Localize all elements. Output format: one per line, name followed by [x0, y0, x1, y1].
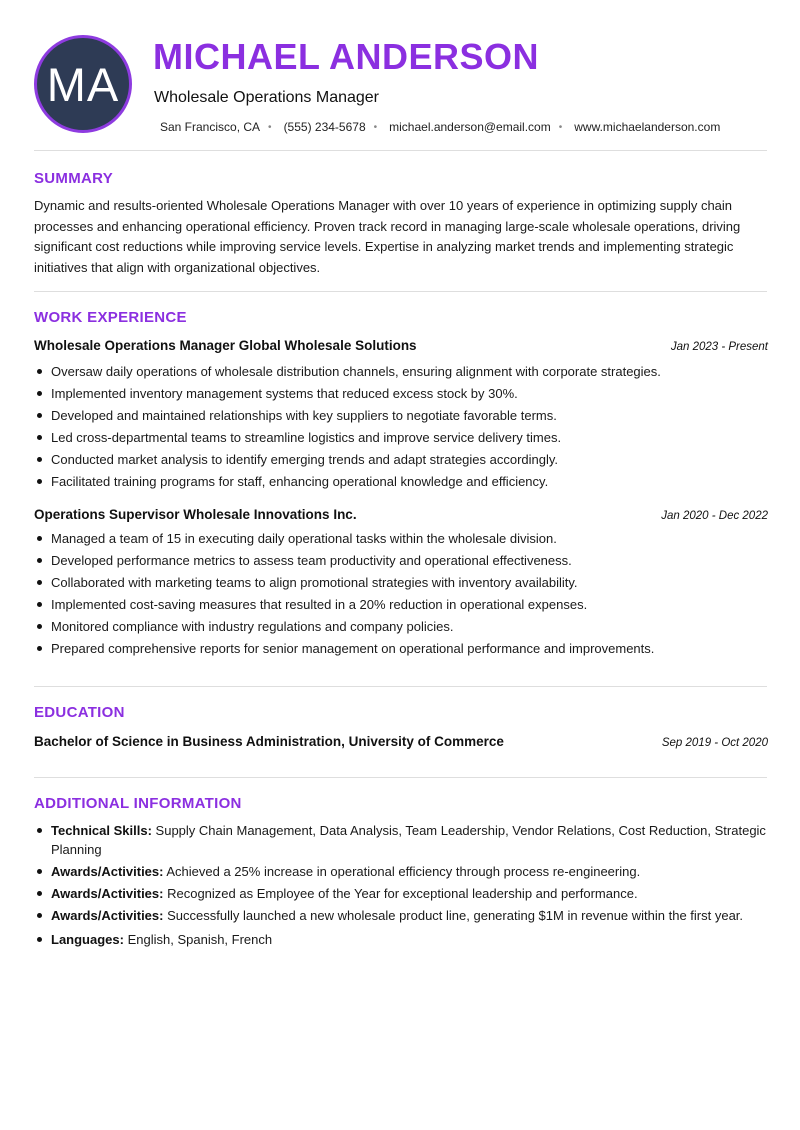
- contact-email[interactable]: michael.anderson@email.com: [389, 120, 551, 134]
- item-text: Recognized as Employee of the Year for exceptional leadership and performance.: [167, 886, 638, 901]
- contact-separator: •: [373, 121, 378, 133]
- contact-location: San Francisco, CA: [160, 120, 261, 134]
- section-divider: [34, 777, 767, 778]
- item-label: Awards/Activities:: [51, 864, 164, 879]
- list-item: Conducted market analysis to identify emerging trends and adapt strategies accordingly.: [34, 450, 768, 469]
- avatar-initials: MA: [46, 57, 120, 111]
- list-item: Collaborated with marketing teams to align promotional strategies with inventory availability.: [34, 573, 768, 592]
- section-divider: [34, 150, 767, 151]
- item-text: Successfully launched a new wholesale product line, generating $1M in revenue within the first year.: [167, 908, 744, 923]
- list-item: [34, 862, 768, 881]
- job-dates: Jan 2023 - Present: [670, 341, 768, 353]
- list-item: [34, 884, 768, 903]
- experience-heading: WORK EXPERIENCE: [34, 309, 187, 326]
- summary-heading: SUMMARY: [34, 170, 114, 187]
- item-label: Awards/Activities:: [51, 886, 164, 901]
- item-text: English, Spanish, French: [127, 932, 273, 947]
- contact-row: [160, 120, 720, 134]
- list-item: Implemented cost-saving measures that resulted in a 20% reduction in operational expenses.: [34, 595, 768, 614]
- candidate-name: MICHAEL ANDERSON: [153, 36, 540, 77]
- job-bullets: [34, 529, 768, 661]
- section-divider: [34, 686, 767, 687]
- job-bullets: [34, 362, 768, 494]
- item-text: Achieved a 25% increase in operational efficiency through process re-engineering.: [166, 864, 641, 879]
- list-item: Managed a team of 15 in executing daily operational tasks within the wholesale division.: [34, 529, 768, 548]
- item-label: Languages:: [51, 932, 124, 947]
- item-text: Supply Chain Management, Data Analysis, Team Leadership, Vendor Relations, Cost Reduction, Strategic Planning: [51, 823, 766, 857]
- list-item: [34, 930, 768, 949]
- section-divider: [34, 291, 767, 292]
- job-role: Operations Supervisor Wholesale Innovations Inc.: [34, 507, 357, 522]
- item-label: Awards/Activities:: [51, 908, 164, 923]
- education-degree: Bachelor of Science in Business Administration, University of Commerce: [34, 734, 504, 749]
- education-heading: EDUCATION: [34, 704, 125, 721]
- list-item: Developed performance metrics to assess team productivity and operational effectiveness.: [34, 551, 768, 570]
- job-header: [34, 338, 768, 353]
- avatar: [34, 35, 132, 133]
- list-item: Implemented inventory management systems that reduced excess stock by 30%.: [34, 384, 768, 403]
- education-dates: Sep 2019 - Oct 2020: [661, 737, 768, 749]
- additional-heading: ADDITIONAL INFORMATION: [34, 795, 242, 812]
- contact-phone[interactable]: (555) 234-5678: [283, 120, 366, 134]
- list-item: Facilitated training programs for staff, enhancing operational knowledge and efficiency.: [34, 472, 768, 491]
- list-item: Prepared comprehensive reports for senior management on operational performance and improvements.: [34, 639, 768, 658]
- contact-separator: •: [268, 121, 272, 133]
- summary-text: Dynamic and results-oriented Wholesale Operations Manager with over 10 years of experience in optimizing supply chain processes and enhancing operational efficiency. Proven track record in managing large-scale wholesale operations, driving significant cost reductions while improving service levels. Expertise in analyzing market trends and implementing strategic initiatives that align with organizational objectives.: [34, 198, 741, 275]
- contact-separator: •: [558, 121, 563, 133]
- list-item: [34, 906, 768, 925]
- job-header: [34, 507, 768, 522]
- list-item: Monitored compliance with industry regulations and company policies.: [34, 617, 768, 636]
- list-item: Led cross-departmental teams to streamline logistics and improve service delivery times.: [34, 428, 768, 447]
- education-entry: [34, 734, 768, 749]
- list-item: [34, 821, 768, 859]
- contact-website[interactable]: www.michaelanderson.com: [574, 120, 721, 134]
- job-dates: Jan 2020 - Dec 2022: [661, 510, 768, 522]
- additional-list: [34, 821, 768, 952]
- job-role: Wholesale Operations Manager Global Wholesale Solutions: [34, 338, 417, 353]
- list-item: Developed and maintained relationships with key suppliers to negotiate favorable terms.: [34, 406, 768, 425]
- candidate-title: Wholesale Operations Manager: [154, 89, 380, 106]
- list-item: Oversaw daily operations of wholesale distribution channels, ensuring alignment with corporate strategies.: [34, 362, 768, 381]
- item-label: Technical Skills:: [51, 823, 152, 838]
